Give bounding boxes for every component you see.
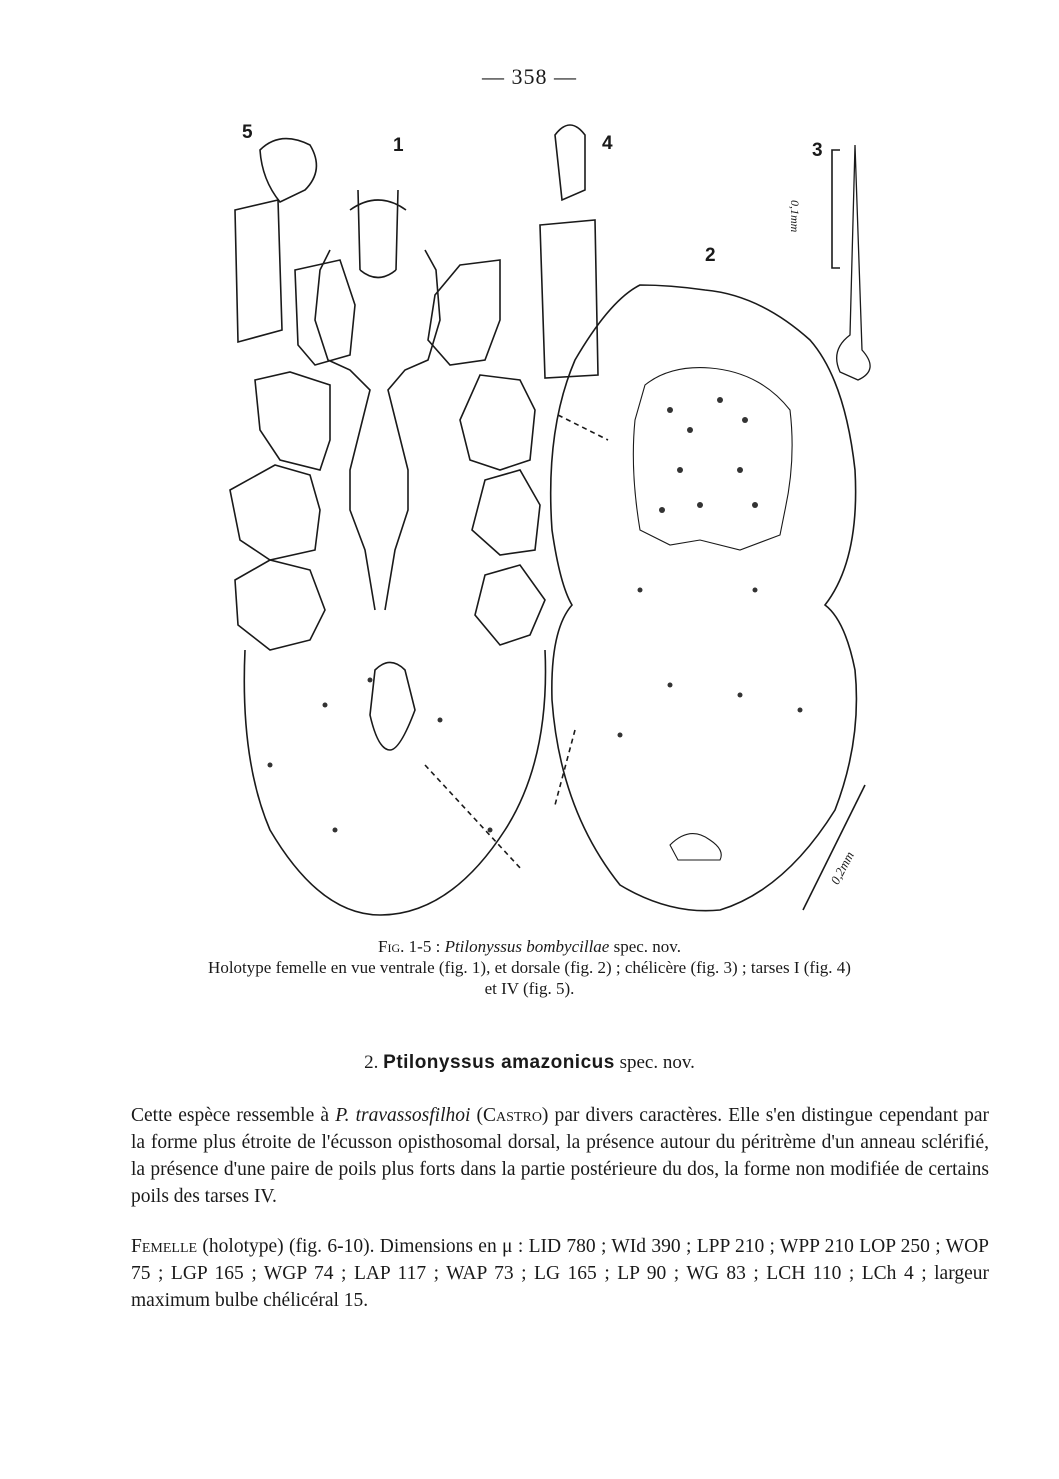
figure-caption (0, 936, 1059, 999)
page-number: — 358 — (482, 64, 577, 89)
section-number: 2. (364, 1052, 379, 1073)
caption-line-2: Holotype femelle en vue ventrale (fig. 1), et dorsale (fig. 2) ; chélicère (fig. 3) ; tarses I (fig. 4) (208, 958, 851, 977)
paragraph-2 (131, 1233, 989, 1314)
figure-label-2: 2 (705, 245, 716, 266)
paragraph-2-lead: Femelle (131, 1236, 198, 1257)
figure-label-4: 4 (602, 133, 613, 154)
scale-label-small: 0,1mm (788, 200, 802, 233)
figure-label-3: 3 (812, 140, 823, 161)
paragraph-1-rest: par divers caractères. Elle s'en distingue cependant par la forme plus étroite de l'écusson opisthosomal dorsal, la présence autour du péritrème d'un anneau sclérifié, la présence d'une paire de poils plus forts dans la partie postérieure du dos, la forme non modifiée de certains poils des tarses IV. (131, 1105, 989, 1207)
section-suffix: spec. nov. (619, 1052, 695, 1073)
figure-label-1: 1 (393, 135, 404, 156)
section-heading (0, 1052, 1059, 1074)
caption-species: Ptilonyssus bombycillae (444, 937, 610, 956)
paragraph-1-author: (Castro) (476, 1105, 549, 1126)
figure-ptilonyssus-bombycillae (200, 110, 900, 925)
scale-label-large: 0,2mm (827, 848, 857, 887)
paragraph-2-text: (holotype) (fig. 6-10). Dimensions en μ : LID 780 ; WId 390 ; LPP 210 ; WPP 210 LOP 250 ; WOP 75 ; LGP 165 ; WGP 74 ; LAP 117 ; WAP 73 ; LG 165 ; LP 90 ; WG 83 ; LCH 110 ; LCh 4 ; largeur maximum bulbe chélicéral 15. (131, 1236, 990, 1311)
caption-suffix: spec. nov. (613, 937, 681, 956)
caption-fig-ref: Fig. 1-5 : (378, 937, 441, 956)
caption-line-1 (0, 936, 1059, 957)
figure-label-5: 5 (242, 122, 253, 143)
section-species: Ptilonyssus amazonicus (383, 1052, 615, 1073)
caption-line-3: et IV (fig. 5). (484, 979, 575, 998)
paragraph-1-species: P. travassosfilhoi (335, 1105, 471, 1126)
paragraph-1-start: Cette espèce ressemble à (131, 1105, 336, 1126)
paragraph-1 (131, 1102, 989, 1210)
